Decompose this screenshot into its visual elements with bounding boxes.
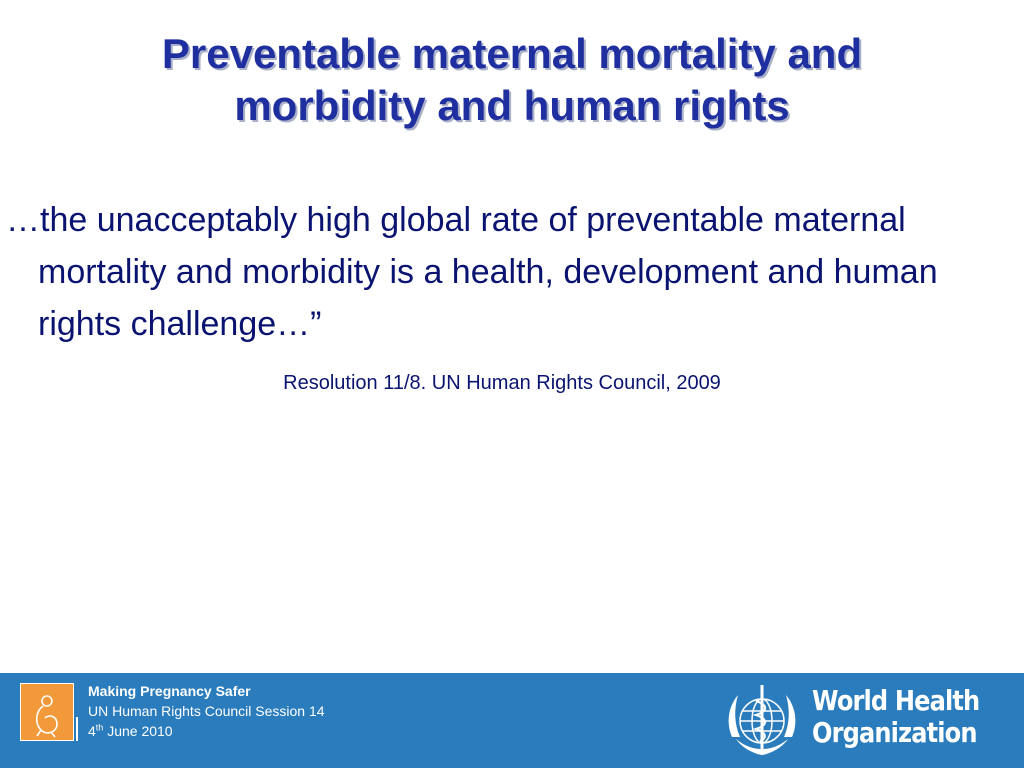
program-name: Making Pregnancy Safer	[88, 683, 251, 699]
date-suffix: th	[95, 722, 104, 733]
date-day: 4	[88, 723, 96, 739]
presentation-date	[88, 721, 325, 741]
session-name: UN Human Rights Council Session 14	[88, 703, 325, 719]
footer-info	[88, 681, 325, 741]
quote-source: Resolution 11/8. UN Human Rights Council, 2009	[283, 372, 721, 394]
slide-title	[40, 28, 984, 132]
date-rest: June 2010	[103, 723, 173, 739]
footer-band	[0, 673, 1024, 768]
who-wordmark-line-2: Organization	[812, 716, 977, 749]
who-wordmark	[812, 685, 979, 749]
who-emblem-icon	[720, 679, 804, 763]
slide-title-line-2: morbidity and human rights	[234, 82, 790, 129]
quote-text: …the unacceptably high global rate of preventable maternal mortality and morbidity is a health, development and human rights challenge…”	[6, 201, 938, 343]
slide-title-line-1: Preventable maternal mortality and	[161, 30, 863, 77]
who-wordmark-line-1: World Health	[812, 684, 980, 717]
footer-divider	[76, 717, 78, 741]
making-pregnancy-safer-logo	[20, 683, 74, 741]
